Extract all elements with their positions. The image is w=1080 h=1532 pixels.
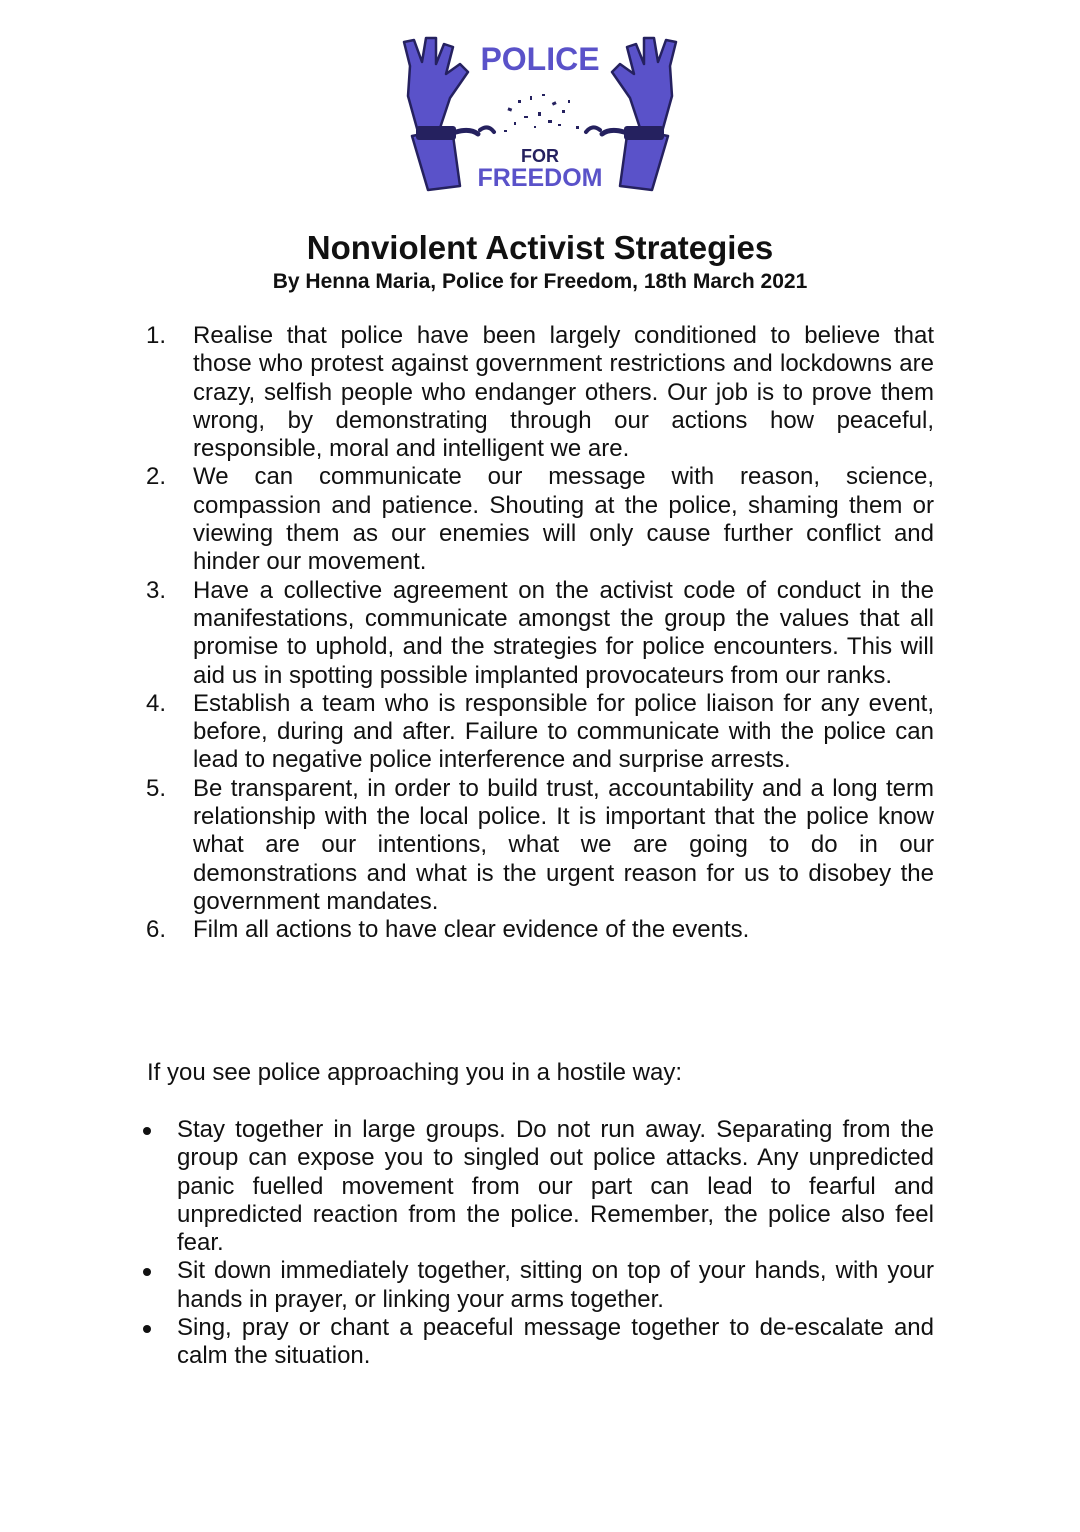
bullet-icon (143, 1325, 151, 1333)
hostile-tips-list (140, 1116, 934, 1371)
list-item-text: Film all actions to have clear evidence of the events. (193, 916, 750, 944)
list-item-text: Stay together in large groups. Do not run away. Separating from the group can expose you to singled out police attacks. Any unpredicted panic fuelled movement from our part can lead to fearful and unpredicted reaction from the police. Remember, the police also feel fear. (177, 1116, 934, 1257)
list-item-number: 4. (146, 689, 167, 717)
list-item-number: 2. (146, 463, 167, 491)
list-item-text: Have a collective agreement on the activist code of conduct in the manifestations, communicate amongst the group the values that all promise to uphold, and the strategies for police encounters. This will aid us in spotting possible implanted provocateurs from our ranks. (193, 576, 934, 689)
document-title: Nonviolent Activist Strategies (306, 229, 774, 266)
list-item-text: We can communicate our message with reason, science, compassion and patience. Shouting at the police, shaming them or viewing them as our enemies will only cause further conflict and hinder our movement. (193, 463, 934, 576)
bullet-icon (143, 1127, 151, 1135)
list-item (140, 916, 934, 944)
list-item (140, 463, 934, 576)
list-item-number: 5. (146, 774, 167, 802)
list-item (140, 690, 934, 775)
logo-top-text: POLICE (480, 41, 600, 77)
list-item (140, 1257, 934, 1314)
list-item (140, 775, 934, 916)
strategies-list (140, 322, 934, 945)
hostile-situation-intro: If you see police approaching you in a hostile way: (147, 1059, 682, 1086)
list-item (140, 577, 934, 690)
list-item (140, 1116, 934, 1257)
list-item-text: Sit down immediately together, sitting on top of your hands, with your hands in prayer, or linking your arms together. (177, 1257, 934, 1313)
logo-bottom-text: FREEDOM (477, 164, 603, 192)
broken-chain-fragments-icon (504, 94, 579, 132)
police-for-freedom-logo (390, 36, 690, 196)
bullet-icon (143, 1268, 151, 1276)
list-item-text: Realise that police have been largely conditioned to believe that those who protest against government restrictions and lockdowns are crazy, selfish people who endanger others. Our job is to prove them wrong, by demonstrating through our actions how peaceful, responsible, moral and intelligent we are. (193, 322, 934, 463)
document-byline: By Henna Maria, Police for Freedom, 18th March 2021 (272, 270, 808, 293)
list-item (140, 1314, 934, 1371)
logo-mid-text: FOR (521, 146, 559, 166)
list-item-text: Establish a team who is responsible for police liaison for any event, before, during and after. Failure to communicate with the police can lead to negative police interference and surprise arrests. (193, 689, 934, 774)
list-item (140, 322, 934, 463)
list-item-number: 1. (146, 322, 167, 349)
list-item-text: Be transparent, in order to build trust, accountability and a long term relationship with the local police. It is important that the police know what are our intentions, what we are going to do in our demonstrations and what is the urgent reason for us to disobey the government mandates. (193, 774, 934, 915)
list-item-number: 3. (146, 576, 167, 604)
list-item-number: 6. (146, 916, 167, 944)
list-item-text: Sing, pray or chant a peaceful message together to de-escalate and calm the situation. (177, 1314, 934, 1370)
